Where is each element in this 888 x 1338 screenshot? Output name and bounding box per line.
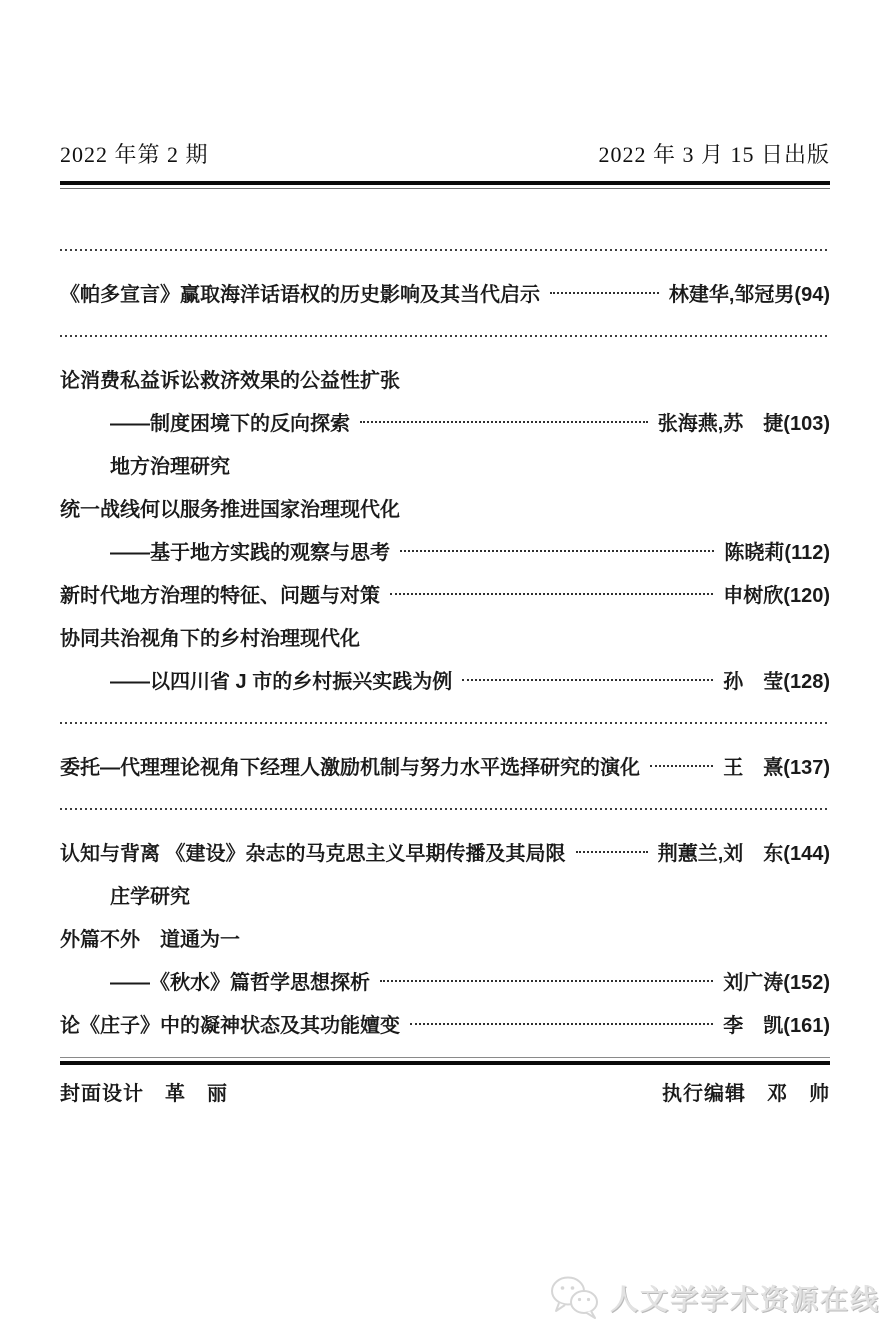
toc-entry-subtitle: ——以四川省 J 市的乡村振兴实践为例 [110, 671, 453, 693]
dot-leader [410, 1023, 713, 1025]
toc-entry-authors-page [723, 579, 830, 608]
section-heading-label: 地方治理研究 [110, 456, 230, 478]
toc-entry-authors: 陈晓莉 [724, 542, 785, 564]
toc-entry-page: (137) [783, 757, 830, 779]
toc-entry-authors-page [669, 278, 830, 307]
toc-entry-page: (103) [783, 413, 830, 435]
toc-entry-page: (144) [783, 843, 830, 865]
dot-leader [400, 550, 714, 552]
toc-entry-subtitle: ——基于地方实践的观察与思考 [110, 542, 390, 564]
toc-entry-title: 外篇不外 道通为一 [60, 929, 240, 951]
toc-entry-title: 统一战线何以服务推进国家治理现代化 [60, 499, 400, 521]
dot-leader [360, 421, 648, 423]
dot-leader [576, 851, 648, 853]
dot-leader [380, 980, 713, 982]
toc-entry-authors: 张海燕,苏 捷 [657, 413, 784, 435]
dot-leader [462, 679, 713, 681]
toc-entry-authors-page [723, 665, 830, 694]
watermark-text: 人文学学术资源在线 [609, 1284, 880, 1315]
toc-entry-page: (112) [784, 542, 830, 564]
toc-entry-authors-page [658, 837, 830, 866]
toc-entry-page: (128) [783, 671, 830, 693]
masthead-rule-thin [60, 188, 830, 189]
table-of-contents [60, 228, 830, 1045]
issue-label: 2022 年第 2 期 [60, 142, 209, 167]
dotted-divider [60, 787, 830, 830]
toc-entry-authors-page [723, 966, 830, 995]
toc-entry-authors-page [723, 751, 830, 780]
toc-entry [60, 830, 830, 873]
toc-entry-title: 委托—代理理论视角下经理人激励机制与努力水平选择研究的演化 [60, 757, 640, 779]
dotted-divider-line [60, 335, 830, 337]
watermark [548, 1274, 880, 1322]
toc-entry [60, 271, 830, 314]
toc-entry-title: 论消费私益诉讼救济效果的公益性扩张 [60, 370, 400, 392]
toc-entry-authors: 李 凯 [723, 1015, 784, 1037]
toc-entry-authors: 刘广涛 [723, 972, 784, 994]
toc-entry-authors-page [724, 536, 830, 565]
toc-entry-title: 新时代地方治理的特征、问题与对策 [60, 585, 380, 607]
credits-row [60, 1077, 830, 1106]
masthead [60, 138, 830, 169]
toc-entry-authors-page [658, 407, 830, 436]
toc-entry-subtitle: ——制度困境下的反向探索 [110, 413, 350, 435]
toc-entry-authors: 林建华,邹冠男 [668, 284, 795, 306]
publish-date-label: 2022 年 3 月 15 日出版 [598, 142, 830, 167]
section-heading [60, 873, 830, 916]
toc-entry-page: (152) [783, 972, 830, 994]
footer-rule-thin [60, 1057, 830, 1058]
toc-entry-authors-page [723, 1009, 830, 1038]
dotted-divider [60, 701, 830, 744]
dot-leader [550, 292, 659, 294]
executive-editor-credit: 执行编辑 邓 帅 [662, 1083, 830, 1105]
dotted-divider [60, 228, 830, 271]
toc-entry-page: (94) [794, 284, 830, 306]
toc-entry-authors: 孙 莹 [723, 671, 784, 693]
toc-entry-title: 《帕多宣言》赢取海洋话语权的历史影响及其当代启示 [60, 284, 540, 306]
masthead-rule-thick [60, 181, 830, 185]
toc-entry-title-row [60, 615, 830, 658]
dotted-divider-line [60, 722, 830, 724]
toc-entry [60, 572, 830, 615]
section-heading [60, 443, 830, 486]
toc-entry-title-row [60, 916, 830, 959]
journal-toc-page [0, 138, 888, 1106]
dotted-divider [60, 314, 830, 357]
toc-entry-page: (120) [783, 585, 830, 607]
toc-entry-title: 论《庄子》中的凝神状态及其功能嬗变 [60, 1015, 400, 1037]
toc-entry-page: (161) [783, 1015, 830, 1037]
toc-entry-authors: 申树欣 [723, 585, 784, 607]
dot-leader [390, 593, 713, 595]
toc-entry-title-row [60, 357, 830, 400]
toc-entry-title: 协同共治视角下的乡村治理现代化 [60, 628, 360, 650]
toc-entry-subtitle-row [60, 400, 830, 443]
toc-entry-authors: 王 熹 [723, 757, 784, 779]
dot-leader [650, 765, 713, 767]
toc-entry-subtitle-row [60, 959, 830, 1002]
dotted-divider-line [60, 808, 830, 810]
section-heading-label: 庄学研究 [110, 886, 190, 908]
cover-design-credit: 封面设计 革 丽 [60, 1083, 228, 1105]
footer-rule-thick [60, 1061, 830, 1065]
toc-entry-title-row [60, 486, 830, 529]
wechat-icon [548, 1274, 602, 1322]
toc-entry [60, 1002, 830, 1045]
toc-entry [60, 744, 830, 787]
toc-entry-title: 认知与背离 《建设》杂志的马克思主义早期传播及其局限 [60, 843, 566, 865]
toc-entry-subtitle-row [60, 529, 830, 572]
toc-entry-subtitle: ——《秋水》篇哲学思想探析 [110, 972, 370, 994]
dotted-divider-line [60, 249, 830, 251]
toc-entry-authors: 荆蕙兰,刘 东 [657, 843, 784, 865]
toc-entry-subtitle-row [60, 658, 830, 701]
